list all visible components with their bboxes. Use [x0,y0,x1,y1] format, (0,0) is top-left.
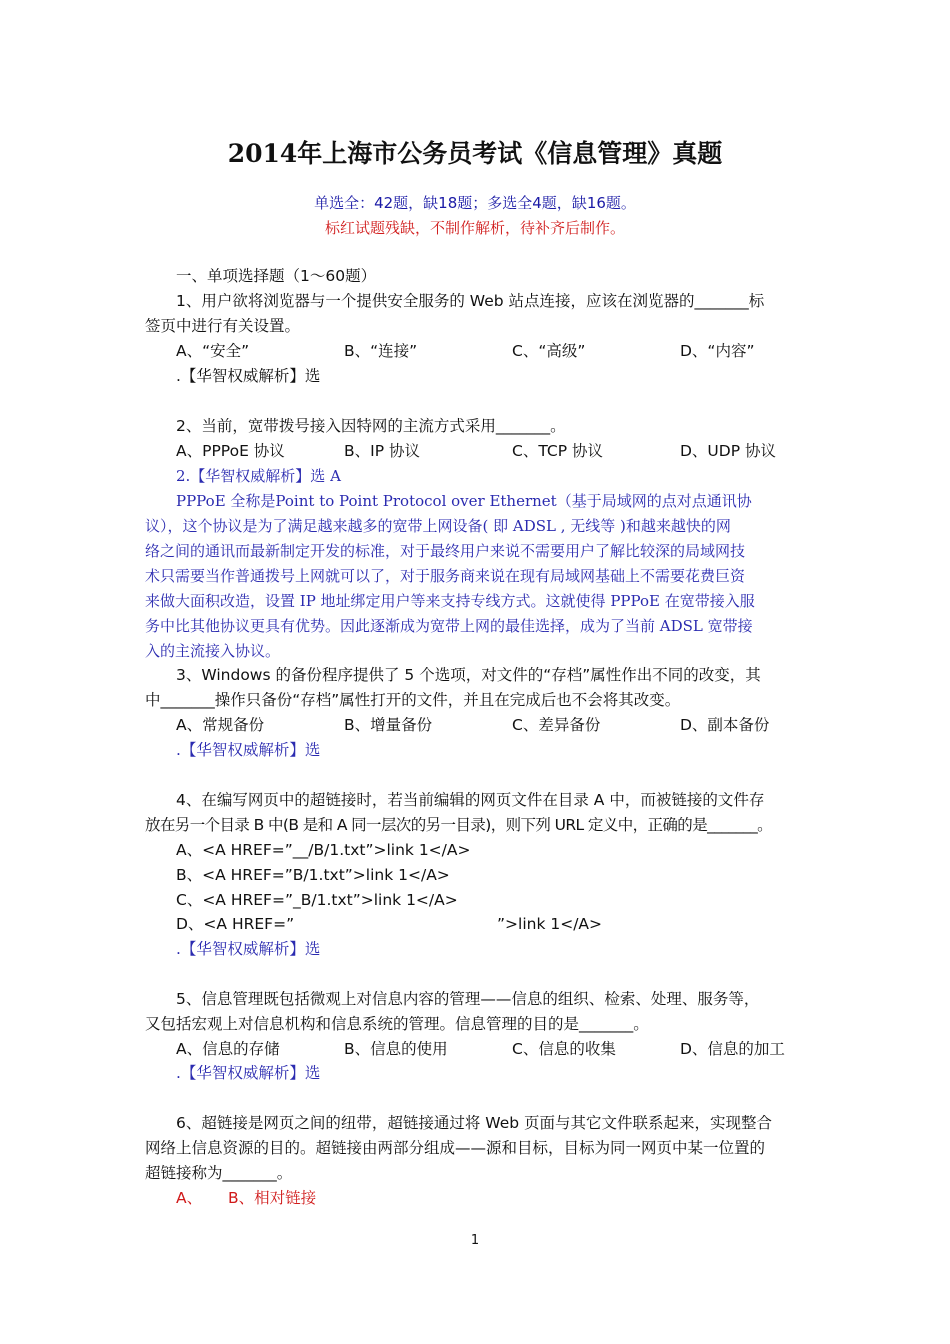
q3-option-b: B、增量备份 [344,716,433,734]
q6-text-line3: 超链接称为_______。 [145,1164,293,1182]
q6-text-line2: 网络上信息资源的目的。超链接由两部分组成——源和目标，目标为同一网页中某一位置的 [145,1139,766,1157]
q2-explanation-line: PPPoE 全称是Point to Point Protocol over Ethernet（基于局域网的点对点通讯协 [176,492,752,510]
notice-line: 标红试题残缺，不制作解析，待补齐后制作。 [324,219,625,237]
page-number: 1 [470,1233,480,1248]
q2-explanation-line: 术只需要当作普通拨号上网就可以了，对于服务商来说在现有局域网基础上不需要花费巨资 [145,567,746,585]
q2-explanation-line: 议），这个协议是为了满足越来越多的宽带上网设备( 即 ADSL , 无线等 )和越来越快的网 [145,517,731,535]
q1-option-c: C、“高级” [512,342,586,360]
q5-answer: .【华智权威解析】选 [176,1064,321,1082]
q2-option-c: C、TCP 协议 [512,442,603,460]
q2-explanation-line: 入的主流接入协议。 [145,642,281,660]
q1-text-line1: 1、用户欲将浏览器与一个提供安全服务的 Web 站点连接，应该在浏览器的_______标 [176,292,765,310]
q1-option-d: D、“内容” [680,342,755,360]
q2-explanation-line: 络之间的通讯而最新制定开发的标准，对于最终用户来说不需要用户了解比较深的局域网技 [145,542,746,560]
q3-answer: .【华智权威解析】选 [176,741,321,759]
q4-answer: .【华智权威解析】选 [176,940,321,958]
q3-option-d: D、副本备份 [680,716,770,734]
q5-option-b: B、信息的使用 [344,1040,448,1058]
q4-option-c: C、<A HREF=”_B/1.txt”>link 1</A> [176,891,458,909]
q2-option-b: B、IP 协议 [344,442,420,460]
summary-line: 单选全：42题，缺18题；多选全4题，缺16题。 [314,194,636,212]
q2-explanation-line: 务中比其他协议更具有优势。因此逐渐成为宽带上网的最佳选择，成为了当前 ADSL 宽带接 [145,617,753,635]
q4-option-d-right: ”>link 1</A> [497,915,603,933]
q6-option-b: B、相对链接 [228,1189,317,1207]
q5-option-d: D、信息的加工 [680,1040,785,1058]
q4-option-d-left: D、<A HREF=” [176,915,295,933]
section-heading: 一、单项选择题（1～60题） [176,267,377,285]
q5-option-a: A、信息的存储 [176,1040,280,1058]
q5-text-line1: 5、信息管理既包括微观上对信息内容的管理——信息的组织、检索、处理、服务等， [176,990,760,1008]
q2-option-a: A、PPPoE 协议 [176,442,285,460]
q6-option-a: A、 [176,1189,203,1207]
q5-text-line2: 又包括宏观上对信息机构和信息系统的管理。信息管理的目的是_______。 [145,1015,649,1033]
q1-option-b: B、“连接” [344,342,418,360]
q2-option-d: D、UDP 协议 [680,442,776,460]
q2-answer: 2.【华智权威解析】选 A [176,467,341,485]
q4-option-a: A、<A HREF=”__/B/1.txt”>link 1</A> [176,841,471,859]
q4-text-line2: 放在另一个目录 B 中(B 是和 A 同一层次的另一目录)，则下列 URL 定义中，正确的是_______。 [145,816,773,834]
q1-option-a: A、“安全” [176,342,250,360]
q5-option-c: C、信息的收集 [512,1040,616,1058]
q2-explanation-line: 来做大面积改造，设置 IP 地址绑定用户等来支持专线方式。这就使得 PPPoE 在宽带接入服 [145,592,755,610]
q3-text-line2: 中_______操作只备份“存档”属性打开的文件，并且在完成后也不会将其改变。 [145,691,681,709]
q3-text-line1: 3、Windows 的备份程序提供了 5 个选项，对文件的“存档”属性作出不同的改变，其 [176,666,761,684]
q4-text-line1: 4、在编写网页中的超链接时，若当前编辑的网页文件在目录 A 中，而被链接的文件存 [176,791,765,809]
q2-text-line1: 2、当前，宽带拨号接入因特网的主流方式采用_______。 [176,417,566,435]
q6-text-line1: 6、超链接是网页之间的纽带，超链接通过将 Web 页面与其它文件联系起来，实现整合 [176,1114,773,1132]
q1-answer: .【华智权威解析】选 [176,367,321,385]
q3-option-c: C、差异备份 [512,716,601,734]
q4-option-b: B、<A HREF=”B/1.txt”>link 1</A> [176,866,450,884]
page-title: 2014年上海市公务员考试《信息管理》真题 [227,139,723,168]
q1-text-line2: 签页中进行有关设置。 [145,317,301,335]
q3-option-a: A、常规备份 [176,716,265,734]
